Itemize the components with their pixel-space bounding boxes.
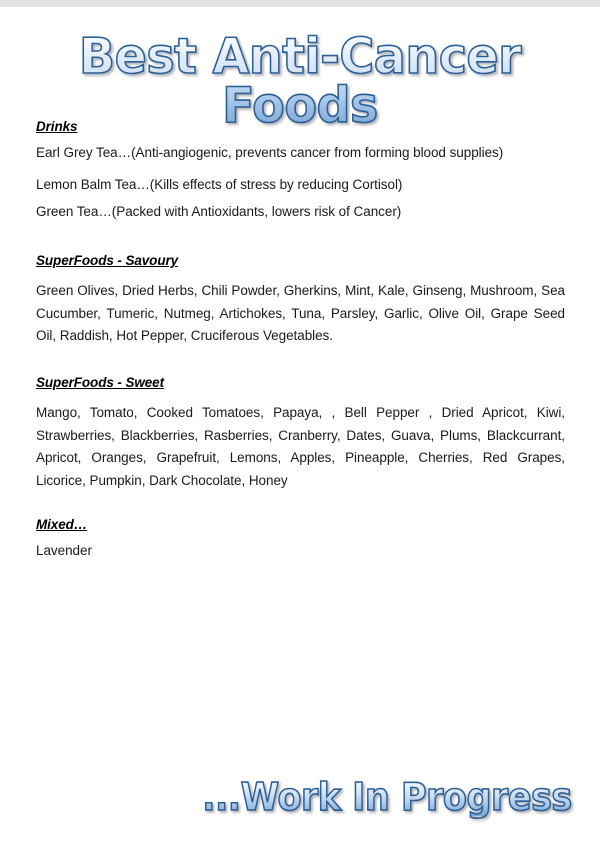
footer-note — [0, 775, 600, 838]
section-heading-drinks — [36, 118, 565, 136]
section-heading-sweet — [36, 374, 565, 392]
mixed-heading-text: Mixed… — [36, 517, 88, 532]
drinks-item-1: Lemon Balm Tea…(Kills effects of stress by reducing Cortisol) — [36, 177, 403, 192]
drinks-item-2: Green Tea…(Packed with Antioxidants, lowers risk of Cancer) — [36, 204, 402, 219]
page-title-wordart: Best Anti-Cancer Foods — [9, 32, 591, 130]
sweet-body-text: Mango, Tomato, Cooked Tomatoes, Papaya, , Bell Pepper , Dried Apricot, Kiwi, Strawberries, Blackberries, Rasberries, Cranberry, Dates, Guava, Plums, Blackcurrant, Apricot, Oranges, Grapefruit, Lemons, Apples, Pineapple, Cherries, Red Grapes, Licorice, Pumpkin, Dark Chocolate, Honey — [36, 405, 565, 488]
drinks-heading-text: Drinks — [36, 119, 78, 134]
document-page — [0, 7, 600, 855]
window-top-edge-strip — [0, 0, 600, 7]
drinks-item-0: Earl Grey Tea…(Anti-angiogenic, prevents cancer from forming blood supplies) — [36, 145, 504, 160]
section-heading-savoury — [36, 252, 565, 270]
footer-wordart: ...Work In Progress — [202, 775, 572, 819]
sweet-heading-text: SuperFoods - Sweet — [36, 375, 164, 390]
mixed-body-text: Lavender — [36, 543, 92, 558]
savoury-heading-text: SuperFoods - Savoury — [36, 253, 179, 268]
section-heading-mixed — [36, 516, 565, 534]
savoury-body-text: Green Olives, Dried Herbs, Chili Powder, Gherkins, Mint, Kale, Ginseng, Mushroom, Sea Cucumber, Tumeric, Nutmeg, Artichokes, Tuna, Parsley, Garlic, Olive Oil, Grape Seed Oil, Raddish, Hot Pepper, Cruciferous Vegetables. — [36, 283, 565, 343]
